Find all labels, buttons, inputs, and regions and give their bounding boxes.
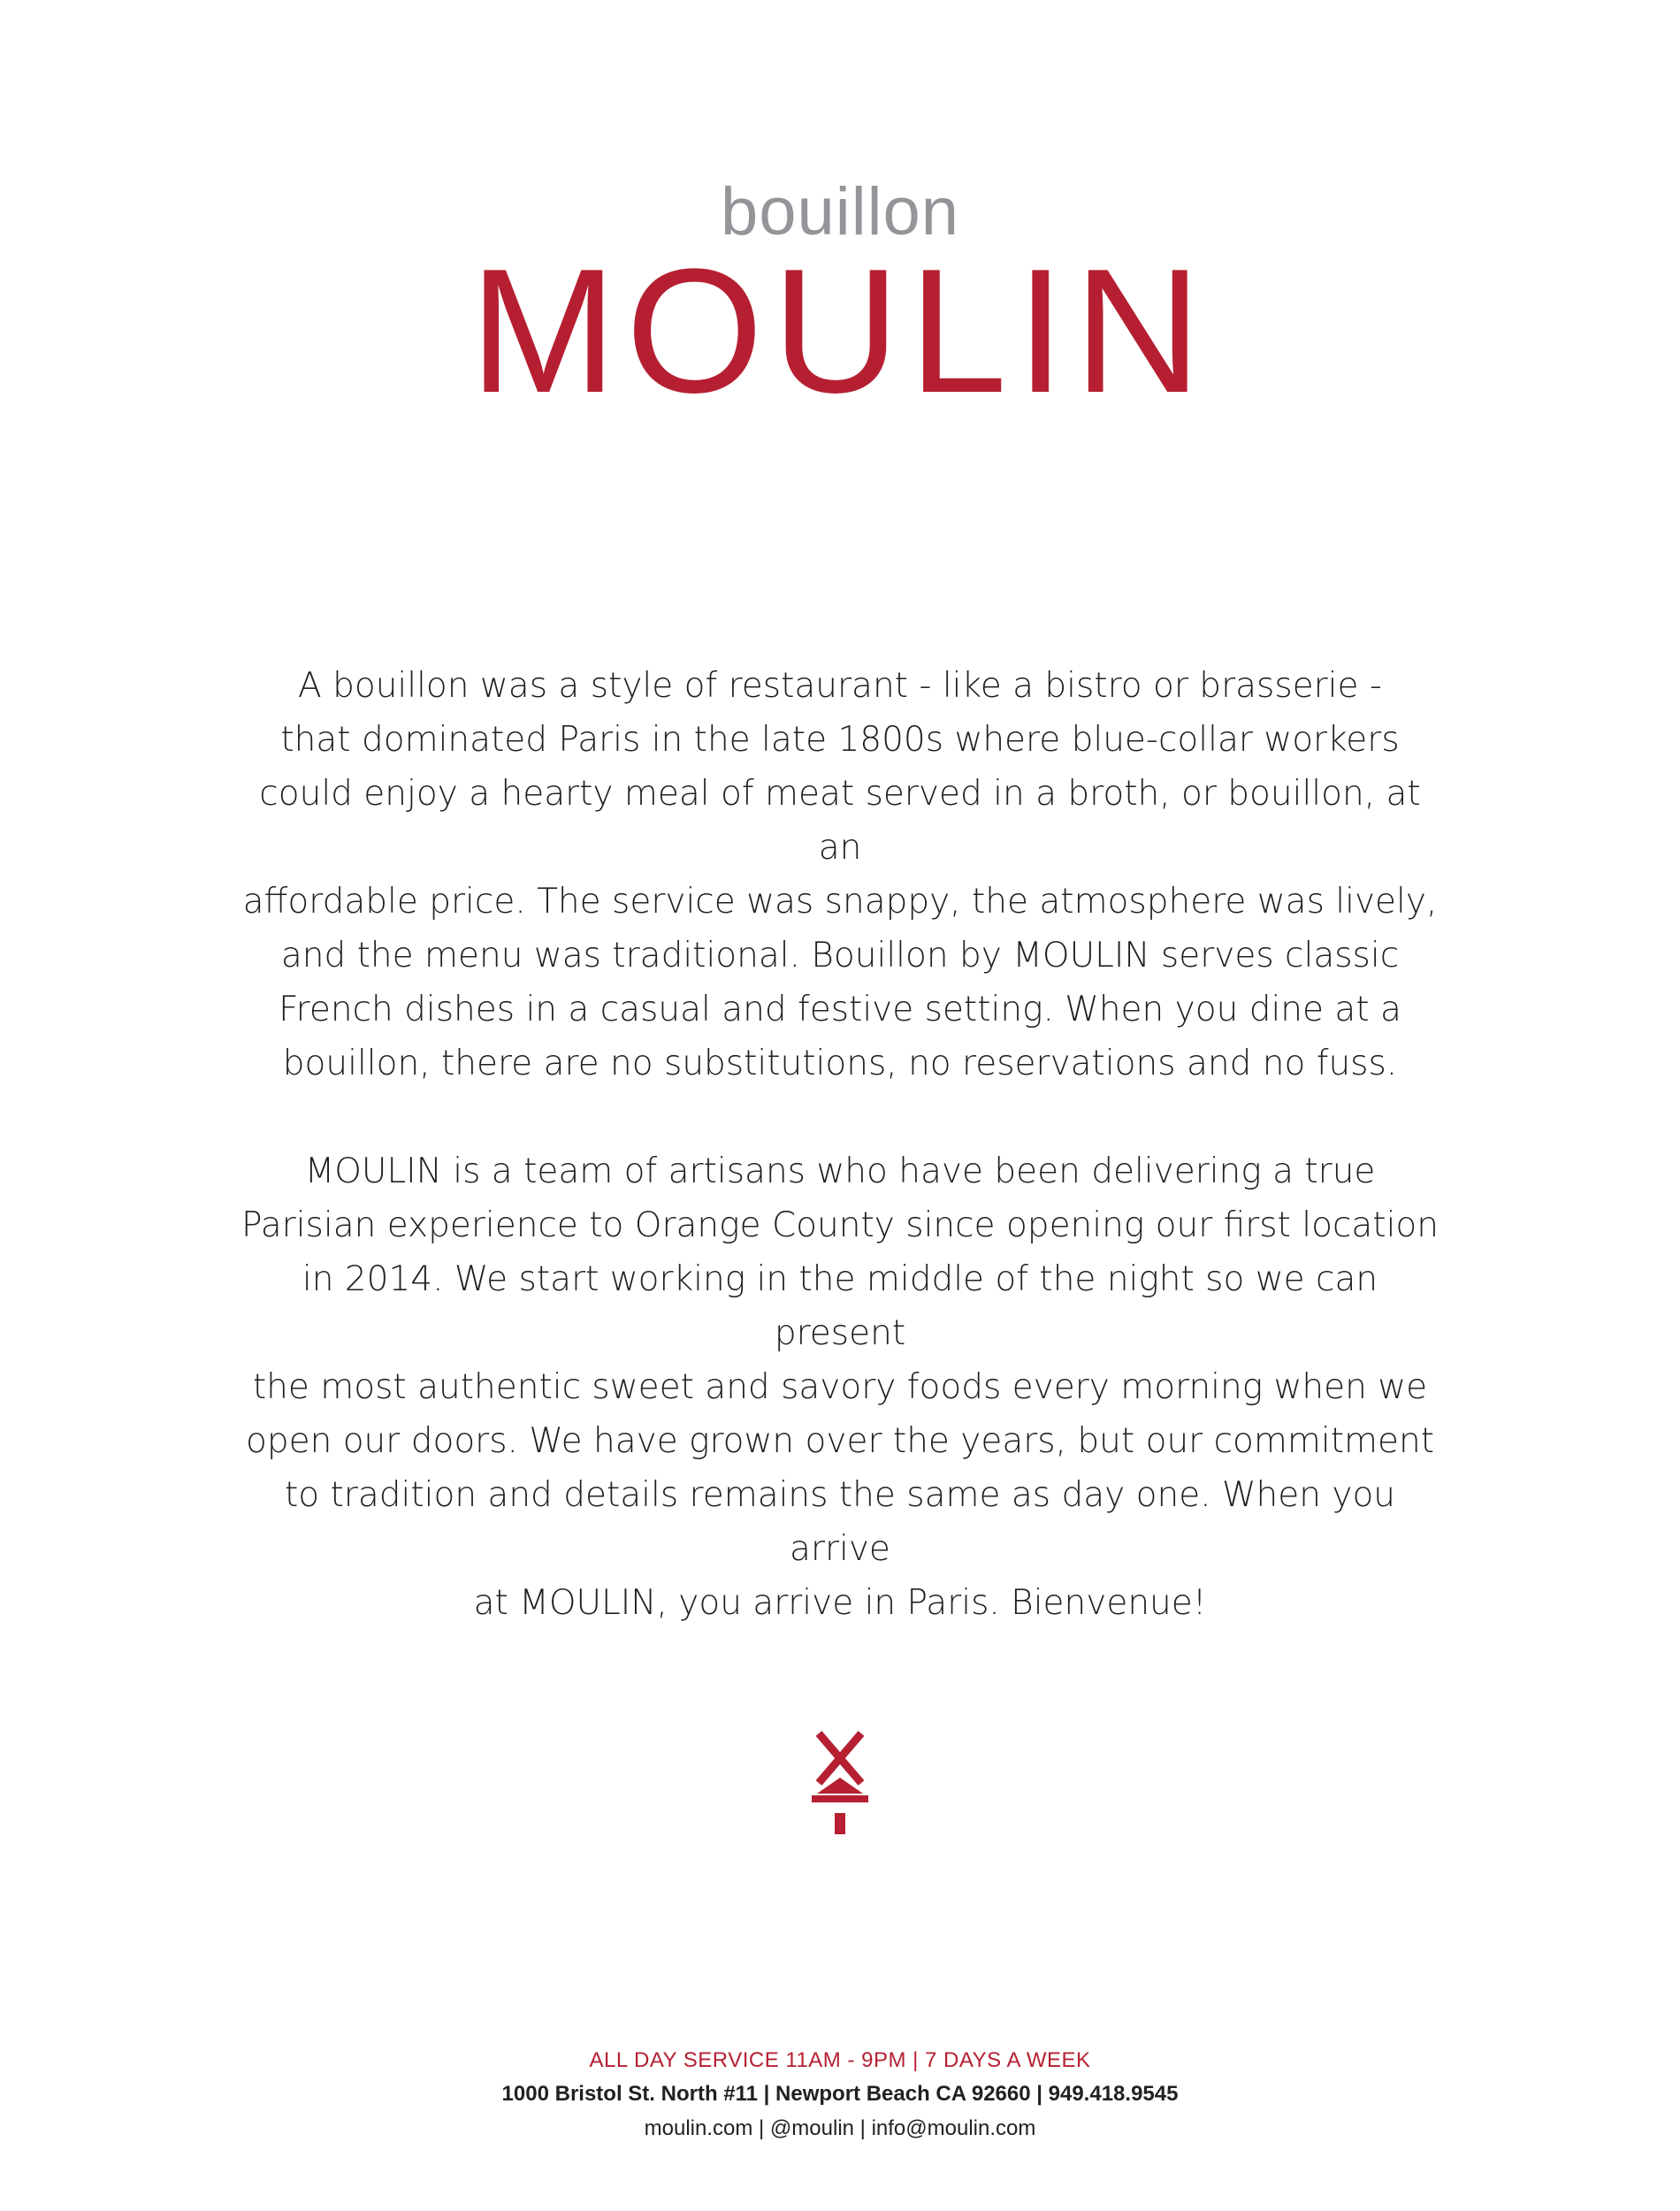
description	[239, 659, 1441, 1684]
footer-address: 1000 Bristol St. North #11 | Newport Beach CA 92660 | 949.418.9545	[501, 2082, 1179, 2106]
logo-subtitle: bouillon	[721, 174, 959, 249]
footer-hours: ALL DAY SERVICE 11AM - 9PM | 7 DAYS A WEEK	[589, 2048, 1091, 2072]
footer-contact[interactable]: moulin.com | @moulin | info@moulin.com	[644, 2116, 1036, 2140]
paragraph-moulin: MOULIN is a team of artisans who have been delivering a true Parisian experience to Orange County since opening our first location in 2014. We start working in the middle of the night so we can present the most authentic sweet and savory foods every morning when we open our doors. We have grown over the years, but our commitment to tradition and details remains the same as day one. When you arrive at MOULIN, you arrive in Paris. Bienvenue!	[241, 1151, 1439, 1623]
windmill-icon	[805, 1726, 875, 1837]
footer	[0, 2045, 1680, 2146]
logo-title: MOULIN	[470, 233, 1210, 430]
paragraph-bouillon: A bouillon was a style of restaurant - like a bistro or brasserie - that dominated Paris in the late 1800s where blue-collar workers could enjoy a hearty meal of meat served in a broth, or bouillon, at an affordable price. The service was snappy, the atmosphere was lively, and the menu was traditional. Bouillon by MOULIN serves classic French dishes in a casual and festive setting. When you dine at a bouillon, there are no substitutions, no reservations and no fuss.	[242, 666, 1438, 1083]
